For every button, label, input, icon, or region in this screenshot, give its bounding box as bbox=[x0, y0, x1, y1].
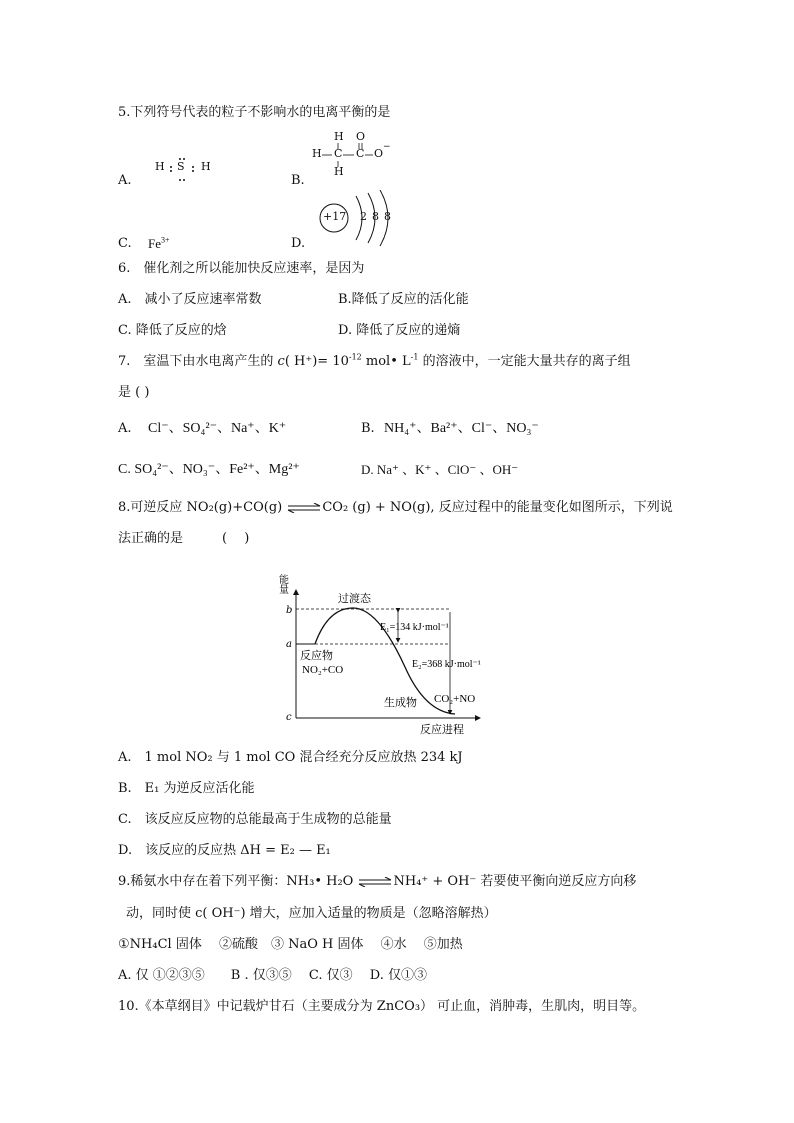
q7-option-d: D. Na⁺ 、K⁺ 、ClO⁻ 、OH⁻ bbox=[361, 462, 519, 477]
q9-options: ①NH₄Cl 固体 ②硫酸 ③ NaO H 固体 ④水 ⑤加热 bbox=[118, 937, 463, 952]
q7-option-b-text: NH₄⁺、Ba²⁺、Cl⁻、NO₃⁻ bbox=[384, 421, 539, 436]
x-axis-label: 反应进程 bbox=[420, 723, 464, 736]
y-axis-label: 能量 bbox=[276, 574, 288, 594]
q5-option-d-label: D. bbox=[291, 236, 306, 251]
y-tick-a: a bbox=[286, 639, 292, 650]
shell-electrons: 8 bbox=[372, 210, 379, 223]
energy-diagram bbox=[270, 572, 490, 738]
o-atom: O bbox=[374, 147, 384, 160]
q5-option-b-formula bbox=[310, 130, 400, 182]
o-atom: O bbox=[356, 130, 366, 143]
q7-option-a-text: Cl⁻、SO₄²⁻、Na⁺、K⁺ bbox=[148, 421, 287, 436]
h-atom: H bbox=[312, 147, 322, 160]
equilibrium-arrow-icon bbox=[286, 503, 322, 513]
q5-option-a-formula bbox=[155, 156, 215, 184]
q7-option-c: C. SO₄²⁻、NO₃⁻、Fe²⁺、Mg²⁺ bbox=[118, 462, 300, 477]
q8-stem-line2: 法正确的是 ( ) bbox=[118, 531, 250, 546]
q8-option-a: A. 1 mol NO₂ 与 1 mol CO 混合经充分反应放热 234 kJ bbox=[118, 750, 463, 765]
q6-option-a: A. 减小了反应速率常数 bbox=[118, 292, 262, 307]
q8-option-d: D. 该反应的反应热 ΔH = E₂ — E₁ bbox=[118, 843, 331, 858]
q5-option-b-label: B. bbox=[291, 173, 305, 188]
c-atom: C bbox=[334, 147, 343, 160]
product-formula: CO₂+NO bbox=[434, 693, 476, 705]
q10-stem: 10.《本草纲目》中记载炉甘石（主要成分为 ZnCO₃） 可止血，消肿毒，生肌肉，明目等。 bbox=[118, 999, 646, 1014]
q7-option-b-label: B. bbox=[361, 421, 375, 436]
e1-label: E₁=134 kJ·mol⁻¹ bbox=[380, 622, 449, 633]
equilibrium-arrow-icon bbox=[357, 877, 393, 887]
reactant-formula: NO₂+CO bbox=[302, 664, 344, 676]
q7-option-a-label: A. bbox=[118, 421, 132, 436]
y-tick-b: b bbox=[286, 605, 293, 616]
q5-stem: 5.下列符号代表的粒子不影响水的电离平衡的是 bbox=[118, 105, 391, 120]
s-atom: S bbox=[177, 160, 185, 173]
product-label: 生成物 bbox=[384, 696, 417, 709]
shell-electrons: 2 bbox=[360, 210, 367, 223]
q6-option-c: C. 降低了反应的焓 bbox=[118, 323, 227, 338]
h-atom: H bbox=[334, 130, 344, 143]
q6-stem: 6. 催化剂之所以能加快反应速率，是因为 bbox=[118, 261, 365, 276]
q8-option-c: C. 该反应反应物的总能最高于生成物的总能量 bbox=[118, 812, 392, 827]
c-atom: C bbox=[356, 147, 365, 160]
e2-label: E₂=368 kJ·mol⁻¹ bbox=[412, 659, 481, 670]
h-atom: H bbox=[155, 160, 165, 173]
minus-charge: − bbox=[383, 142, 391, 152]
transition-state-label: 过渡态 bbox=[338, 592, 371, 605]
q6-option-d: D. 降低了反应的递熵 bbox=[338, 323, 461, 338]
q6-option-b: B.降低了反应的活化能 bbox=[338, 292, 469, 307]
bond-lines bbox=[310, 130, 400, 182]
q8-stem: 8.可逆反应 NO₂(g)+CO(g) CO₂ (g) + NO(g), 反应过程中的能量变化如图所示，下列说 bbox=[118, 500, 673, 515]
q9-stem-line2: 动，同时使 c( OH⁻) 增大，应加入适量的物质是（忽略溶解热） bbox=[126, 906, 497, 921]
reactant-label: 反应物 bbox=[300, 649, 333, 662]
h-atom: H bbox=[201, 160, 211, 173]
q5-option-c-label: C. bbox=[118, 236, 132, 251]
q5-option-d-atom-diagram bbox=[314, 190, 394, 248]
q5-option-c-ion: $Fe^{3+}$ bbox=[148, 235, 170, 251]
lone-pair-dots bbox=[155, 156, 215, 184]
q8-option-b: B. E₁ 为逆反应活化能 bbox=[118, 781, 255, 796]
y-tick-c: c bbox=[286, 712, 292, 723]
q5-option-a-label: A. bbox=[118, 173, 132, 188]
nucleus-charge: +17 bbox=[323, 210, 347, 223]
q7-stem: 7. 室温下由水电离产生的 c( $H^+)= 10^{-12}$ mol• $L^{-1}$ 的溶液中，一定能大量共存的离子组 bbox=[118, 352, 631, 369]
q7-stem-line2: 是 ( ) bbox=[118, 385, 150, 400]
q9-stem: 9.稀氨水中存在着下列平衡：NH₃• H₂O NH₄⁺ + OH⁻ 若要使平衡向逆反应方向移 bbox=[118, 874, 637, 889]
h-atom: H bbox=[334, 165, 344, 178]
q9-answers: A. 仅 ①②③⑤ B . 仅③⑤ C. 仅③ D. 仅①③ bbox=[118, 968, 427, 983]
shell-electrons: 8 bbox=[384, 210, 391, 223]
